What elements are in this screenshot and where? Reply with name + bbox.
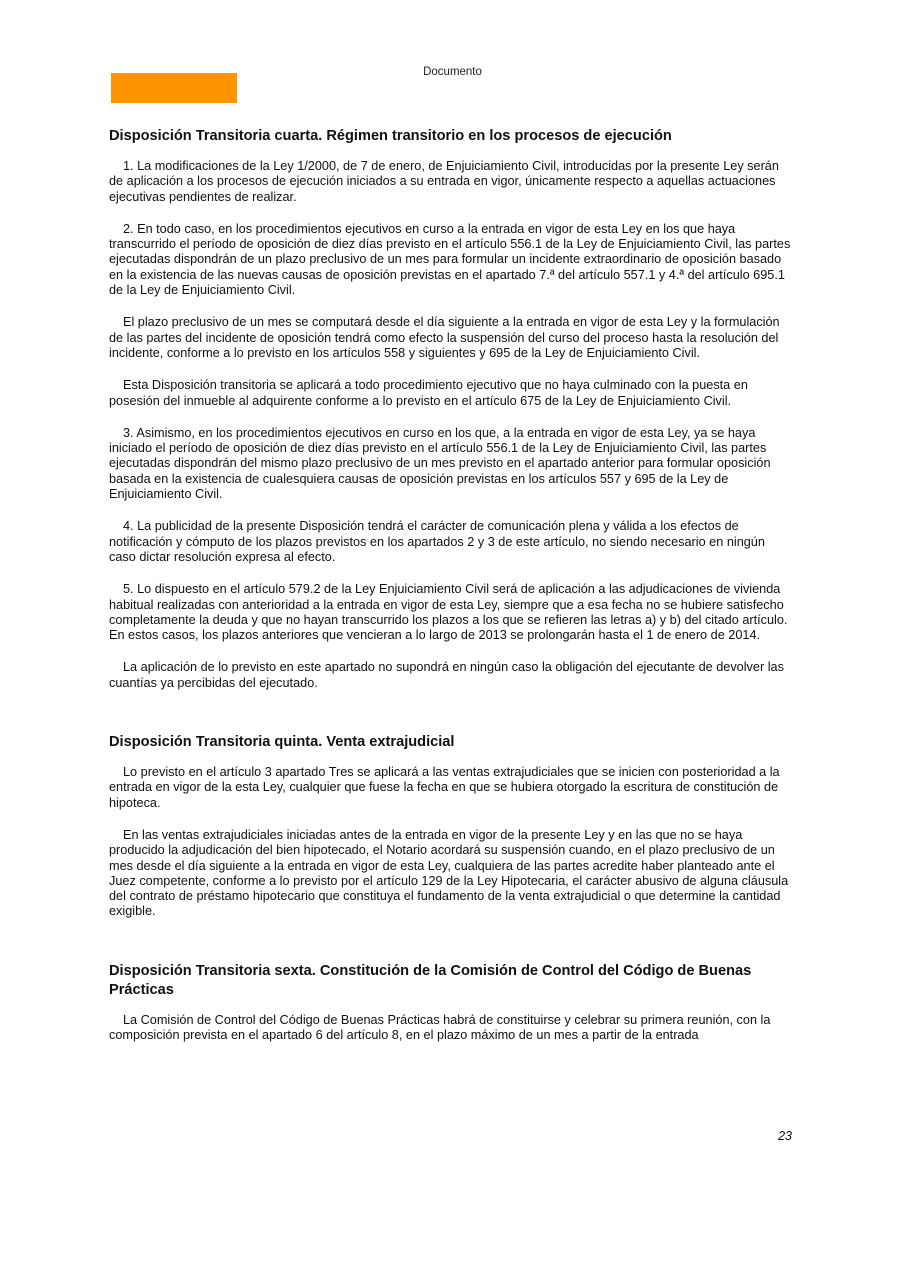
paragraph: 5. Lo dispuesto en el artículo 579.2 de la Ley Enjuiciamiento Civil será de aplicación a las adjudicaciones de vivienda habitual realizadas con anterioridad a la entrada en vigor de esta Ley, siempre que a esa fecha no se hubiere satisfecho completamente la deuda y que no hayan transcurrido los plazos a los que se refieren las letras a) y b) del citado artículo. En estos casos, los plazos anteriores que vencieran a lo largo de 2013 se prolongarán hasta el 1 de enero de 2014. — [109, 582, 788, 643]
paragraph: El plazo preclusivo de un mes se computará desde el día siguiente a la entrada en vigor de esta Ley y la formulación de las partes del incidente de oposición tendrá como efecto la suspensión del curso del proceso hasta la resolución del incidente, conforme a lo previsto en los artículos 558 y siguientes y 695 de la Ley de Enjuiciamiento Civil. — [109, 315, 780, 360]
paragraph: 2. En todo caso, en los procedimientos ejecutivos en curso a la entrada en vigor de esta Ley en los que haya transcurrido el período de oposición de diez días previsto en el artículo 556.1 de la Ley de Enjuiciamiento Civil, las partes ejecutadas dispondrán de un plazo preclusivo de un mes para formular un incidente extraordinario de oposición basado en la existencia de las nuevas causas de oposición previstas en el apartado 7.ª del artículo 557.1 y 4.ª del artículo 695.1 de la Ley de Enjuiciamiento Civil. — [109, 221, 791, 298]
page-number: 23 — [778, 1129, 792, 1143]
paragraph: 3. Asimismo, en los procedimientos ejecutivos en curso en los que, a la entrada en vigor de esta Ley, ya se haya iniciado el período de oposición de diez días previsto en el artículo 556.1 de la Ley de Enjuiciamiento Civil, las partes ejecutadas dispondrán del mismo plazo preclusivo de un mes previsto en el apartado anterior para formular oposición basada en la existencia de cualesquiera causas de oposición previstas en los artículos 557 y 695 de la Ley de Enjuiciamiento Civil. — [109, 425, 771, 502]
paragraph: En las ventas extrajudiciales iniciadas antes de la entrada en vigor de la presente Ley y en las que no se haya producido la adjudicación del bien hipotecado, el Notario acordará su suspensión cuando, en el plazo preclusivo de un mes desde el día siguiente a la entrada en vigor de esta Ley, cualquiera de las partes acredite haber planteado ante el Juez competente, conforme a lo previsto por el artículo 129 de la Ley Hipotecaria, el carácter abusivo de alguna cláusula del contrato de préstamo hipotecario que constituya el fundamento de la venta extrajudicial o que determine la cantidad exigible. — [109, 827, 789, 919]
paragraph: Esta Disposición transitoria se aplicará a todo procedimiento ejecutivo que no haya culminado con la puesta en posesión del inmueble al adquirente conforme a lo previsto en el artículo 675 de la Ley de Enjuiciamiento Civil. — [109, 378, 748, 408]
paragraph: Lo previsto en el artículo 3 apartado Tres se aplicará a las ventas extrajudiciales que se inicien con posterioridad a la entrada en vigor de la esta Ley, cualquier que fuese la fecha en que se hubiera otorgado la escritura de constitución de hipoteca. — [109, 765, 780, 810]
section-heading: Disposición Transitoria cuarta. Régimen transitorio en los procesos de ejecución — [109, 128, 672, 144]
paragraph: 4. La publicidad de la presente Disposición tendrá el carácter de comunicación plena y válida a los efectos de notificación y cómputo de los plazos previstos en los apartados 2 y 3 de este artículo, no siendo necesario en ningún caso dictar resolución expresa al efecto. — [109, 519, 765, 564]
document-header-title: Documento — [423, 66, 482, 78]
paragraph: La Comisión de Control del Código de Buenas Prácticas habrá de constituirse y celebrar su primera reunión, con la composición prevista en el apartado 6 del artículo 8, en el plazo máximo de un mes a partir de la entrada — [109, 1012, 771, 1042]
paragraph: 1. La modificaciones de la Ley 1/2000, de 7 de enero, de Enjuiciamiento Civil, introducidas por la presente Ley serán de aplicación a los procesos de ejecución iniciados a su entrada en vigor, únicamente respecto a aquellas actuaciones ejecutivas pendientes de realizar. — [109, 159, 779, 204]
section-spacer — [109, 708, 795, 733]
document-body — [109, 127, 795, 1060]
section-spacer — [109, 937, 795, 962]
section-heading: Disposición Transitoria sexta. Constitución de la Comisión de Control del Código de Buenas Prácticas — [109, 962, 752, 998]
paragraph: La aplicación de lo previsto en este apartado no supondrá en ningún caso la obligación del ejecutante de devolver las cuantías ya percibidas del ejecutado. — [109, 660, 784, 690]
section-heading: Disposición Transitoria quinta. Venta extrajudicial — [109, 734, 455, 751]
